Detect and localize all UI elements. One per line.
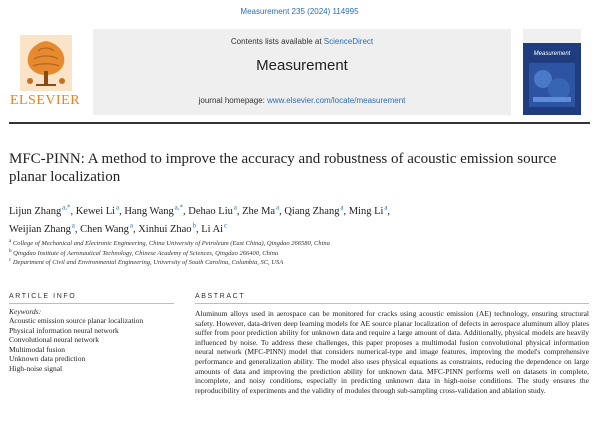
masthead-rule bbox=[9, 122, 590, 124]
author-name[interactable]: Zhe Ma bbox=[242, 205, 276, 217]
contents-prefix: Contents lists available at bbox=[230, 37, 324, 46]
author-name[interactable]: Kewei Li bbox=[75, 205, 116, 217]
affiliation-text: Qingdao Institute of Aeronautical Technology, Chinese Academy of Sciences, Qingdao 266400, China bbox=[13, 250, 279, 258]
affiliation-text: College of Mechanical and Electronic Engineering, China University of Petroleum (East China), Qingdao 266580, China bbox=[12, 240, 330, 248]
keyword: Acoustic emission source planar localization bbox=[9, 316, 144, 325]
sciencedirect-link[interactable]: ScienceDirect bbox=[323, 37, 374, 46]
author-sup[interactable]: a bbox=[233, 203, 237, 211]
affiliation bbox=[9, 249, 569, 257]
author-sup[interactable]: a,* bbox=[174, 203, 183, 211]
author-list bbox=[9, 200, 569, 237]
cover-top-band bbox=[523, 29, 581, 43]
author-sup[interactable]: a bbox=[340, 203, 344, 211]
journal-masthead bbox=[9, 29, 590, 119]
author-name[interactable]: Qiang Zhang bbox=[284, 205, 340, 217]
author-name[interactable]: Ming Li bbox=[348, 205, 384, 217]
journal-name: Measurement bbox=[256, 57, 348, 74]
author: Xinhui Zhao $^b$, bbox=[138, 221, 202, 235]
keyword: Convolutional neural network bbox=[9, 335, 99, 344]
homepage-line bbox=[93, 96, 511, 105]
elsevier-tree-icon bbox=[20, 35, 72, 91]
citation-text[interactable]: Measurement 235 (2024) 114995 bbox=[240, 7, 359, 16]
author: Weijian Zhang $^a$, bbox=[9, 221, 81, 235]
author: Hang Wang $^{a,*}$, bbox=[124, 203, 189, 217]
author bbox=[201, 221, 228, 235]
affiliation-text: Department of Civil and Environmental Engineering, University of South Carolina, Columbia, SC, USA bbox=[12, 259, 284, 267]
author: Kewei Li $^a$, bbox=[75, 203, 125, 217]
author-sup[interactable]: a bbox=[71, 221, 75, 230]
author: Zhe Ma $^a$, bbox=[242, 203, 285, 217]
elsevier-logo[interactable] bbox=[9, 29, 81, 113]
cover-art-icon bbox=[529, 63, 575, 107]
abstract-text: Aluminum alloys used in aerospace can be monitored for cracks using acoustic emission (AE) technology, ensuring structural safety. However, data-driven deep learning models for AE source planar localization of defects in aerospace aluminum alloy plates suffer from poor prediction ability for unknown data and require a large amount of data. Additionally, physical models are heavily influenced by noise. To address these challenges, this paper proposes a multimodal fusion convolutional physical information neural network (MFC-PINN) model that considers numerical-type and image features, improving the model's comprehensive performance and generalization ability. The model also uses physical equations as constraints, reducing the dependence on large amounts of data and improving the prediction ability for unknown data. MFC-PINN performs well on datasets in complete, incomplete, and noisy conditions, especially in predicting unknown data in high-noise conditions. The study ensures the reproducibility of experiments and the validity of modules through sub-sampling cross-validation and ablation study. bbox=[195, 309, 589, 395]
author-sup[interactable]: a bbox=[129, 221, 133, 230]
author-name[interactable]: Xinhui Zhao bbox=[138, 224, 192, 235]
affiliation-mark: a bbox=[9, 239, 12, 244]
affiliation bbox=[9, 239, 569, 247]
journal-info-box bbox=[93, 29, 511, 115]
author-sup[interactable]: a,* bbox=[62, 203, 71, 211]
author-sup[interactable]: a bbox=[275, 203, 280, 211]
keyword: High-noise signal bbox=[9, 363, 63, 373]
author: Dehao Liu $^a$, bbox=[188, 203, 243, 217]
abstract-heading: ABSTRACT bbox=[195, 293, 246, 300]
homepage-link[interactable]: www.elsevier.com/locate/measurement bbox=[267, 96, 406, 105]
article-title: MFC-PINN: A method to improve the accuracy and robustness of acoustic emission source planar localization bbox=[9, 151, 557, 185]
author-sup[interactable]: a bbox=[384, 203, 388, 211]
contents-line bbox=[93, 37, 511, 46]
keyword: Unknown data prediction bbox=[9, 354, 86, 363]
author-name[interactable]: Lijun Zhang bbox=[9, 205, 62, 217]
keyword: Physical information neural network bbox=[9, 325, 119, 335]
author-sup[interactable]: b bbox=[192, 221, 196, 230]
journal-cover-image[interactable] bbox=[523, 29, 581, 115]
author-name[interactable]: Hang Wang bbox=[124, 205, 174, 217]
author: Chen Wang $^a$, bbox=[80, 221, 139, 235]
author-sup[interactable]: c bbox=[223, 221, 228, 230]
affiliation bbox=[9, 258, 569, 266]
homepage-prefix: journal homepage: bbox=[198, 96, 268, 105]
author-name[interactable]: Li Ai bbox=[201, 224, 224, 235]
elsevier-wordmark: ELSEVIER bbox=[9, 93, 81, 108]
cover-title: Measurement bbox=[533, 51, 571, 57]
keywords-heading: Keywords: bbox=[9, 307, 42, 316]
author-sup[interactable]: a bbox=[115, 203, 120, 211]
author: Ming Li $^a$, bbox=[348, 203, 391, 217]
abstract-rule bbox=[195, 303, 589, 304]
author: Lijun Zhang $^{a,*}$, bbox=[9, 203, 76, 217]
article-info-heading: ARTICLE INFO bbox=[9, 293, 77, 300]
author-name[interactable]: Dehao Liu bbox=[188, 205, 233, 217]
keywords-block bbox=[9, 304, 161, 373]
affiliation-mark: b bbox=[9, 249, 12, 254]
author-name[interactable]: Weijian Zhang bbox=[9, 224, 71, 235]
journal-citation-link[interactable] bbox=[0, 7, 599, 16]
keyword: Multimodal fusion bbox=[9, 344, 66, 354]
author-name[interactable]: Chen Wang bbox=[80, 224, 129, 235]
author: Qiang Zhang $^a$, bbox=[284, 203, 349, 217]
affiliation-mark: c bbox=[9, 258, 12, 263]
